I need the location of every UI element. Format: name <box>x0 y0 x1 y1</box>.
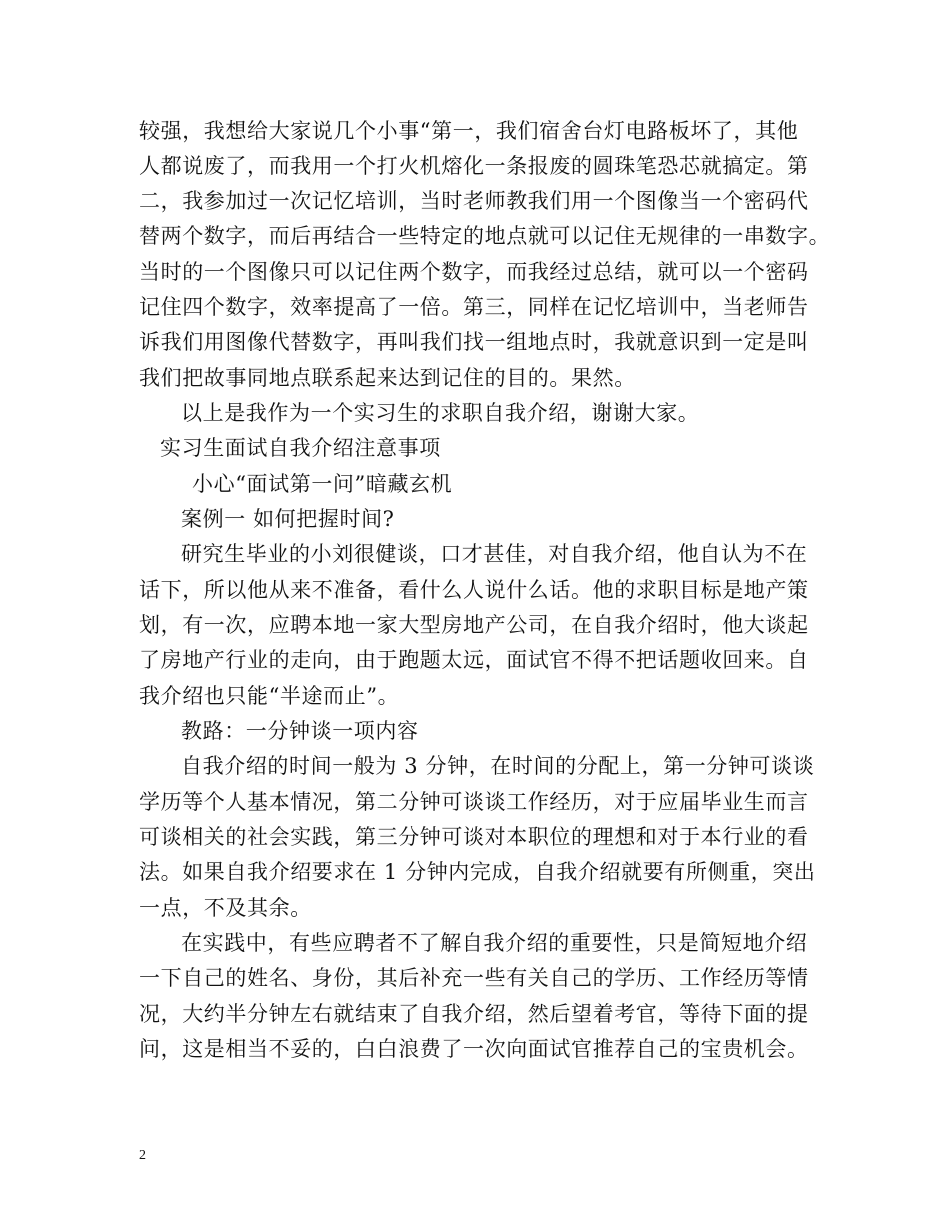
section-heading: 实习生面试自我介绍注意事项 <box>160 436 441 460</box>
body-text-line: 较强，我想给大家说几个小事“第一，我们宿舍台灯电路板坏了，其他 <box>139 119 799 143</box>
body-text-line: 人都说废了，而我用一个打火机熔化一条报废的圆珠笔恐芯就搞定。第 <box>139 154 809 178</box>
body-text-line: 自我介绍的时间一般为 3 分钟，在时间的分配上，第一分钟可谈谈 <box>181 754 815 778</box>
body-text-line: 替两个数字，而后再结合一些特定的地点就可以记住无规律的一串数字。 <box>139 224 831 248</box>
body-text-line: 二，我参加过一次记忆培训，当时老师教我们用一个图像当一个密码代 <box>139 189 809 213</box>
body-text-line: 话下，所以他从来不准备，看什么人说什么话。他的求职目标是地产策 <box>139 578 809 602</box>
body-text-line: 一下自己的姓名、身份，其后补充一些有关自己的学历、工作经历等情 <box>139 966 809 990</box>
body-text-line: 当时的一个图像只可以记住两个数字，而我经过总结，就可以一个密码 <box>139 260 809 284</box>
body-text-line: 划，有一次，应聘本地一家大型房地产公司，在自我介绍时，他大谈起 <box>139 613 809 637</box>
body-text-line: 了房地产行业的走向，由于跑题太远，面试官不得不把话题收回来。自 <box>139 648 809 672</box>
body-text-line: 诉我们用图像代替数字，再叫我们找一组地点时，我就意识到一定是叫 <box>139 330 809 354</box>
body-text-line: 可谈相关的社会实践，第三分钟可谈对本职位的理想和对于本行业的看 <box>139 825 809 849</box>
body-text-line: 在实践中，有些应聘者不了解自我介绍的重要性，只是简短地介绍 <box>181 931 808 955</box>
body-text-line: 一点，不及其余。 <box>139 896 312 920</box>
closing-line: 以上是我作为一个实习生的求职自我介绍，谢谢大家。 <box>181 401 700 425</box>
body-text-line: 况，大约半分钟左右就结束了自我介绍，然后望着考官，等待下面的提 <box>139 1002 809 1026</box>
tip-heading: 教路：一分钟谈一项内容 <box>181 719 419 743</box>
body-text-line: 记住四个数字，效率提高了一倍。第三，同样在记忆培训中，当老师告 <box>139 295 809 319</box>
page-number: 2 <box>139 1148 146 1163</box>
body-text-line: 研究生毕业的小刘很健谈，口才甚佳，对自我介绍，他自认为不在 <box>181 542 808 566</box>
subsection-heading: 小心“面试第一问”暗藏玄机 <box>192 472 453 496</box>
body-text-line: 法。如果自我介绍要求在 1 分钟内完成，自我介绍就要有所侧重，突出 <box>139 860 816 884</box>
body-text-line: 学历等个人基本情况，第二分钟可谈谈工作经历，对于应届毕业生而言 <box>139 790 809 814</box>
case-heading: 案例一 如何把握时间? <box>181 507 395 531</box>
body-text-line: 问，这是相当不妥的，白白浪费了一次向面试官推荐自己的宝贵机会。 <box>139 1037 809 1061</box>
body-text-line: 我们把故事同地点联系起来达到记住的目的。果然。 <box>139 366 636 390</box>
body-text-line: 我介绍也只能“半途而止”。 <box>139 684 400 708</box>
